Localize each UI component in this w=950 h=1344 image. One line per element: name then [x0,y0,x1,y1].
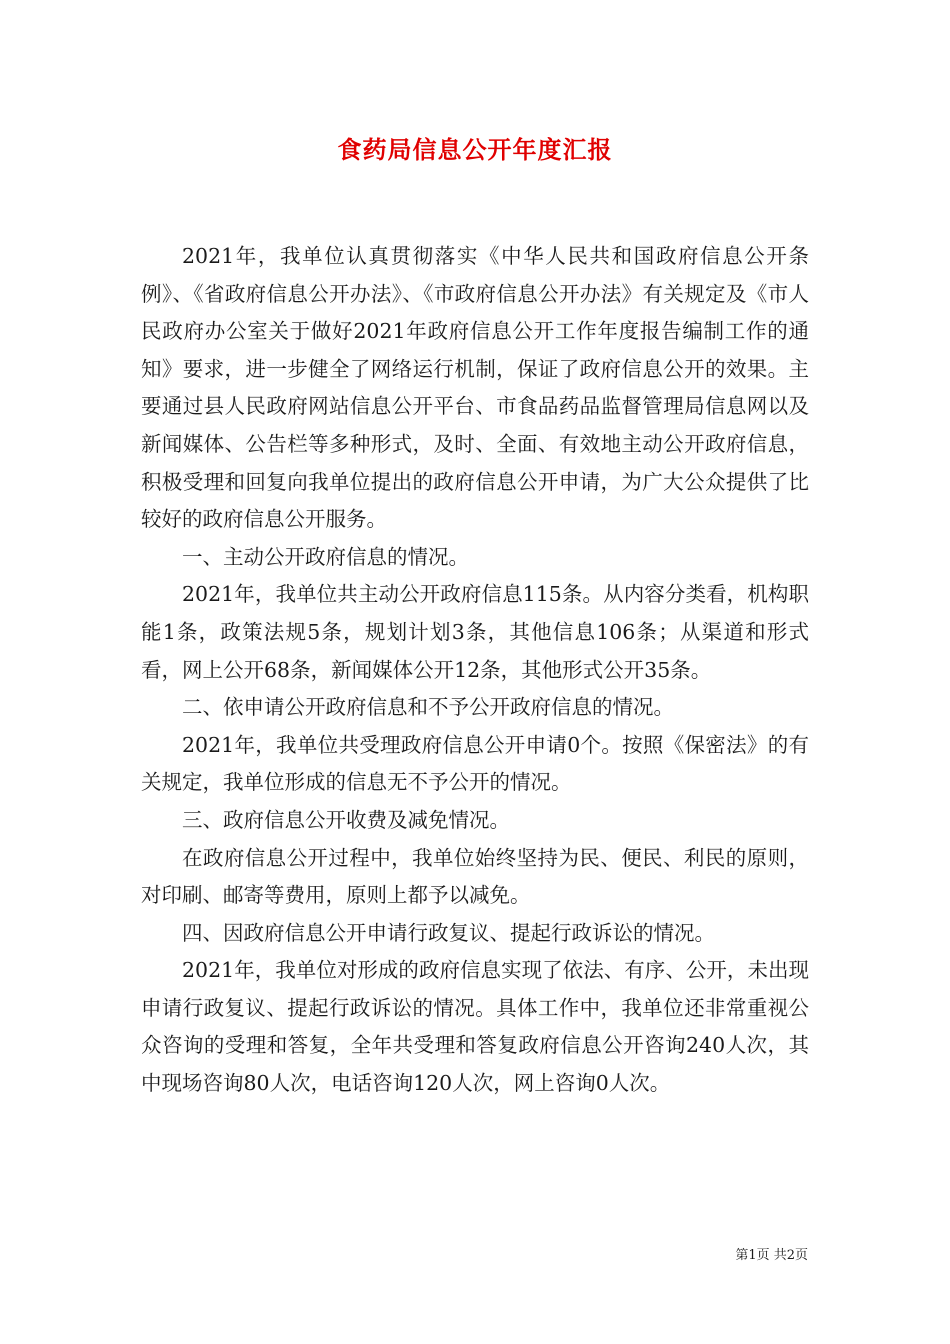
section-heading-1: 一、主动公开政府信息的情况。 [182,544,469,569]
section-heading-3: 三、政府信息公开收费及减免情况。 [182,807,510,832]
paragraph-section-4: 2021年，我单位对形成的政府信息实现了依法、有序、公开，未出现申请行政复议、提起行政诉讼的情况。具体工作中，我单位还非常重视公众咨询的受理和答复，全年共受理和答复政府信息公开咨询240人次，其中现场咨询80人次，电话咨询120人次，网上咨询0人次。 [141,958,809,1096]
document-body [141,238,809,1103]
paragraph-section-2: 2021年，我单位共受理政府信息公开申请0个。按照《保密法》的有关规定，我单位形成的信息无不予公开的情况。 [141,732,809,795]
section-heading-2: 二、依申请公开政府信息和不予公开政府信息的情况。 [182,695,674,720]
page-number-footer: 第1页 共2页 [735,1248,808,1263]
paragraph-section-3: 在政府信息公开过程中，我单位始终坚持为民、便民、利民的原则，对印刷、邮寄等费用，原则上都予以减免。 [141,845,809,908]
paragraph-section-1: 2021年，我单位共主动公开政府信息115条。从内容分类看，机构职能1条，政策法规5条，规划计划3条，其他信息106条；从渠道和形式看，网上公开68条，新闻媒体公开12条，其他形式公开35条。 [141,582,809,682]
section-heading-4: 四、因政府信息公开申请行政复议、提起行政诉讼的情况。 [182,920,715,945]
paragraph-intro: 2021年，我单位认真贯彻落实《中华人民共和国政府信息公开条例》、《省政府信息公开办法》、《市政府信息公开办法》有关规定及《市人民政府办公室关于做好2021年政府信息公开工作年度报告编制工作的通知》要求，进一步健全了网络运行机制，保证了政府信息公开的效果。主要通过县人民政府网站信息公开平台、市食品药品监督管理局信息网以及新闻媒体、公告栏等多种形式，及时、全面、有效地主动公开政府信息，积极受理和回复向我单位提出的政府信息公开申请，为广大公众提供了比较好的政府信息公开服务。 [141,244,809,532]
document-title: 食药局信息公开年度汇报 [337,135,613,164]
